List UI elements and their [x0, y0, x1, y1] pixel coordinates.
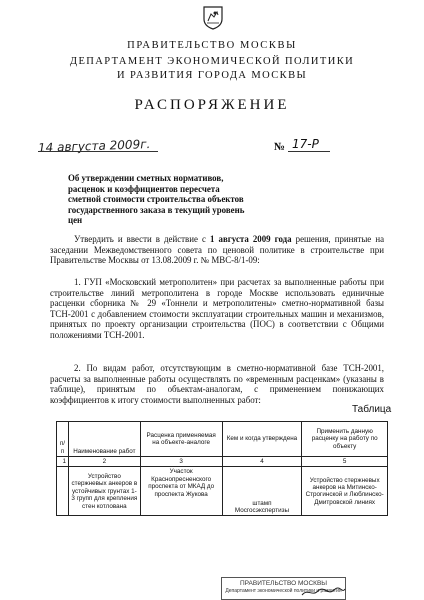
number-underline [288, 151, 330, 152]
rates-table [56, 421, 388, 516]
paragraph-item-1: 1. ГУП «Московский метрополитен» при расчетах за выполненные работы при строительстве линий метрополитена в городе Москве использовать единичные расценки сборника № 29 «Тоннели и метрополитены» сметно-нормативной базы ТСН-2001 с добавлением стоимости эксплуатации строительных машин и механизмов, принятых по проекту организации строительства (ПОС) в соответствии с Общими положениями ТСН-2001. [50, 277, 384, 340]
paragraph-intro-part2: решения, принятые на заседании Межведомственного совета по ценовой политике в строительстве при Правительстве Москвы от 13.08.2009 г. № МВС-8/1-09: [50, 234, 385, 266]
stamp-subtitle: Департамент экономической политики и развития [225, 588, 342, 594]
table-caption: Таблица [352, 404, 392, 415]
table-cell: Участок Краснопресненского проспекта от МКАД до проспекта Жукова [140, 467, 222, 516]
table-header-cell: п/п [57, 422, 69, 457]
number-label: № [274, 141, 286, 153]
table-cell: Устройство стержневых анкеров в устойчивых грунтах 1-3 групп для крепления стен котлована [68, 467, 140, 516]
stamp-title: ПРАВИТЕЛЬСТВО МОСКВЫ [239, 580, 328, 587]
table-header-cell: Применить данную расценку на работу по объекту [302, 422, 388, 457]
document-type: РАСПОРЯЖЕНИЕ [134, 97, 290, 113]
table-number-cell: 4 [222, 457, 302, 467]
table-number-row [57, 457, 388, 467]
table-cell [57, 467, 69, 516]
table-header-cell: Расценка применяемая на объекте-аналоге [140, 422, 222, 457]
paragraph-intro-date: 1 августа 2009 года [210, 234, 292, 244]
moscow-coat-of-arms-icon [203, 6, 223, 30]
table-header-cell: Наименование работ [68, 422, 140, 457]
department-name-line1: ДЕПАРТАМЕНТ ЭКОНОМИЧЕСКОЙ ПОЛИТИКИ [69, 56, 355, 67]
government-name: ПРАВИТЕЛЬСТВО МОСКВЫ [127, 40, 297, 51]
paragraph-intro-part1: Утвердить и ввести в действие с [74, 234, 211, 244]
document-number: 17-Р [292, 137, 319, 151]
table-row [57, 467, 388, 516]
document-subject: Об утверждении сметных нормативов, расценок и коэффициентов пересчета сметной стоимости строительства объектов государственного заказа в текущий уровень цен [68, 173, 245, 225]
paragraph-item-2: 2. По видам работ, отсутствующим в сметно-нормативной базе ТСН-2001, расчеты за выполненные работы осуществлять по «временным расценкам» (указаны в таблице), принятым по объектам-аналогам, с применением понижающих коэффициентов к итогу стоимости выполненных работ: [50, 363, 384, 405]
department-name-line2: И РАЗВИТИЯ ГОРОДА МОСКВЫ [116, 70, 308, 81]
document-date: 14 августа 2009г. [37, 137, 151, 155]
date-underline [38, 151, 158, 152]
table-number-cell: 5 [302, 457, 388, 467]
table-number-cell: 3 [140, 457, 222, 467]
table-header-row [57, 422, 388, 457]
signature-icon [300, 586, 346, 598]
paragraph-intro [50, 234, 384, 266]
table-header-cell: Кем и когда утверждена [222, 422, 302, 457]
table-cell: Устройство стержневых анкеров на Митинско-Строгинской и Люблинско-Дмитровской линиях [302, 467, 388, 516]
table-cell: штамп Мосгосэкспертизы [222, 467, 302, 516]
table-number-cell: 2 [68, 457, 140, 467]
table-number-cell: 1 [57, 457, 69, 467]
